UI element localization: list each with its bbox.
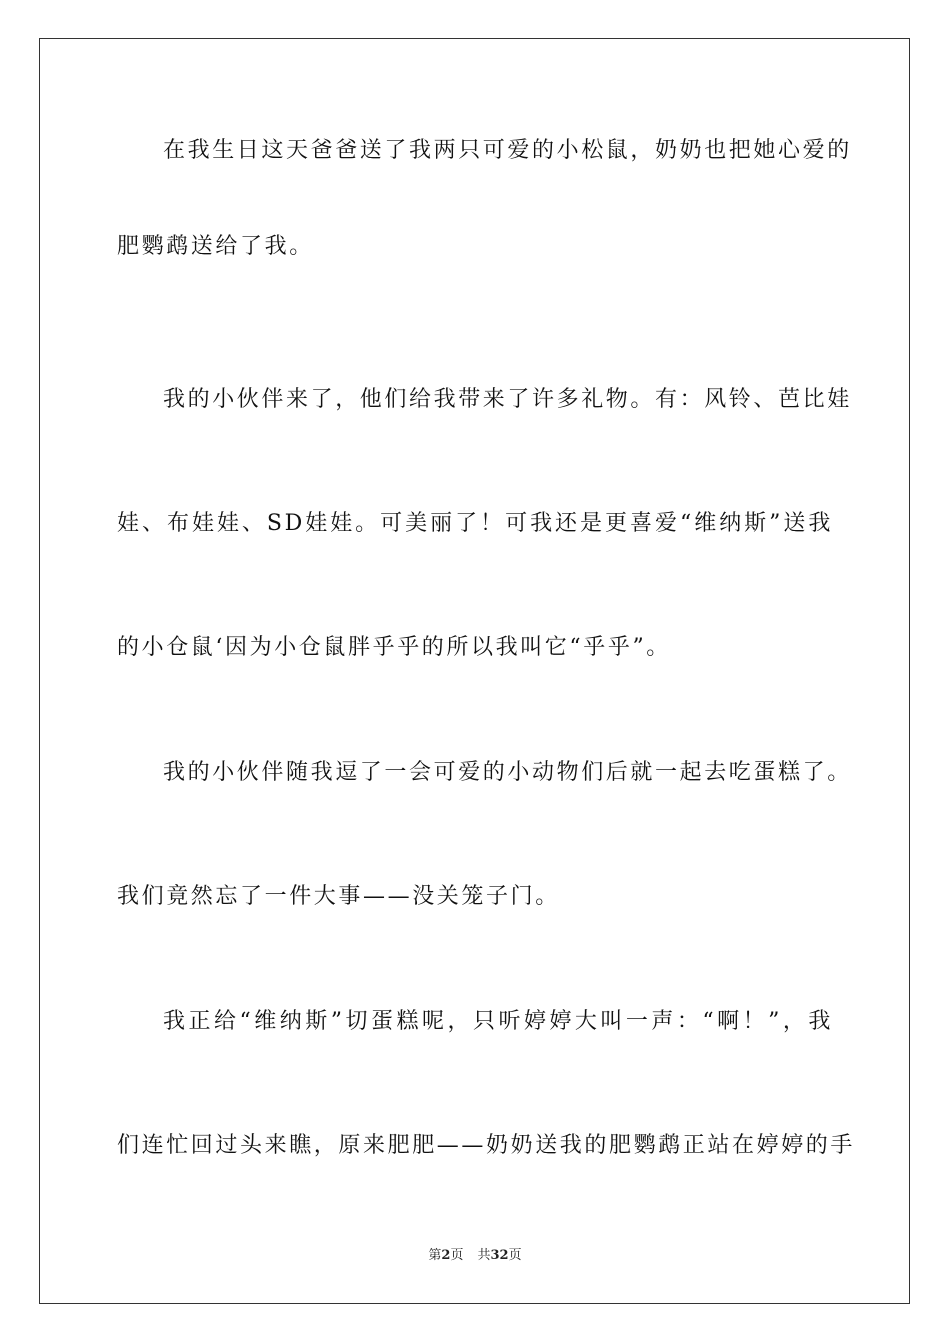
page-border [39,38,910,1304]
paragraph-1-line-1: 在我生日这天爸爸送了我两只可爱的小松鼠，奶奶也把她心爱的 [163,138,852,163]
total-prefix: 共 [477,1248,491,1263]
paragraph-1-line-2: 肥鹦鹉送给了我。 [117,234,314,259]
page-number: 2 [441,1248,451,1263]
paragraph-4-line-1: 我正给“维纳斯”切蛋糕呢，只听婷婷大叫一声：“啊！”，我 [163,1009,833,1034]
page-prefix: 第 [428,1248,442,1263]
paragraph-3-line-2: 我们竟然忘了一件大事——没关笼子门。 [117,884,560,909]
paragraph-3-line-1: 我的小伙伴随我逗了一会可爱的小动物们后就一起去吃蛋糕了。 [163,760,852,785]
page-suffix: 页 [450,1248,464,1263]
total-pages: 32 [490,1248,509,1263]
paragraph-2-line-3: 的小仓鼠‘因为小仓鼠胖乎乎的所以我叫它“乎乎”。 [117,635,671,660]
paragraph-2-line-2: 娃、布娃娃、SD娃娃。可美丽了！可我还是更喜爱“维纳斯”送我 [117,511,833,536]
page-footer [0,1246,950,1266]
paragraph-4-line-2: 们连忙回过头来瞧，原来肥肥——奶奶送我的肥鹦鹉正站在婷婷的手 [117,1133,856,1158]
paragraph-2-line-1: 我的小伙伴来了，他们给我带来了许多礼物。有：风铃、芭比娃 [163,387,852,412]
total-suffix: 页 [508,1248,522,1263]
